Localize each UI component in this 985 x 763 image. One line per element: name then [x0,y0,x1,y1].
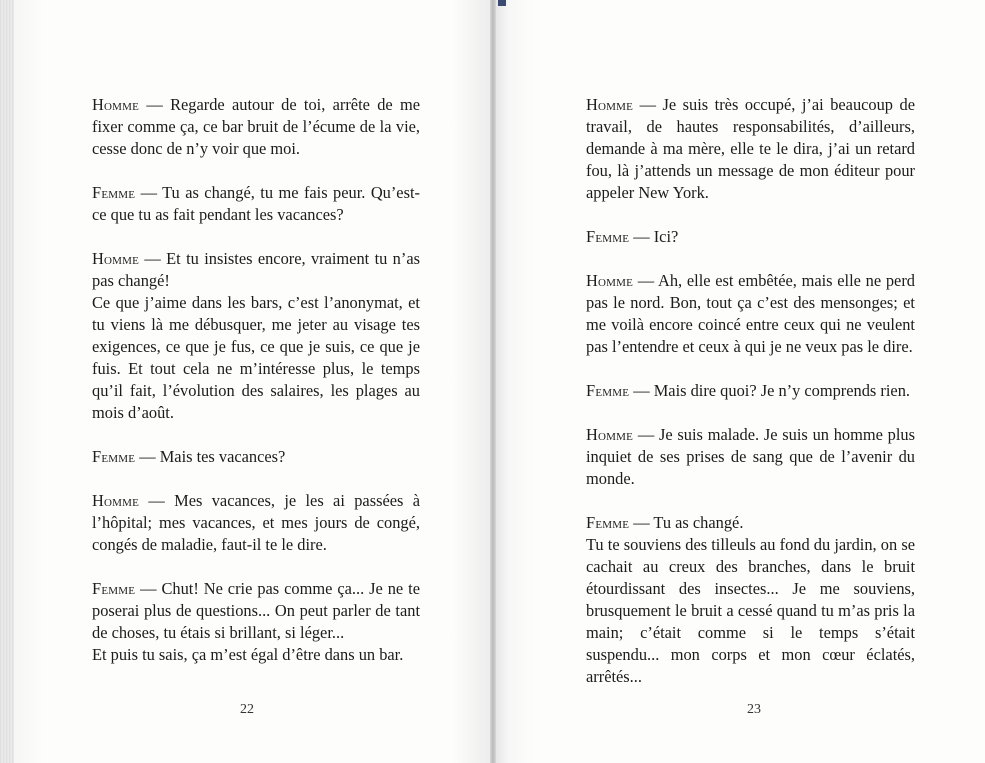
dialogue-paragraph [92,490,420,556]
speaker-name: Homme [92,95,140,114]
dialogue-text: — Je suis très occupé, j’ai beaucoup de travail, de hautes responsabilités, d’ailleurs, demande à ma mère, elle te le dira, j’ai un retard fou, là j’attends un message de mon éditeur pour appeler New York. [586,95,915,202]
dialogue-paragraph [92,94,420,160]
dialogue-text: — Je suis malade. Je suis un homme plus inquiet de ses prises de sang que de l’avenir du monde. [586,425,915,488]
left-page-text [92,94,420,688]
dialogue-entry [586,226,915,248]
dialogue-entry [92,248,420,424]
dialogue-text: — Regarde autour de toi, arrête de me fixer comme ça, ce bar bruit de l’écume de la vie, cesse donc de n’y voir que moi. [92,95,420,158]
dialogue-text: Ce que j’aime dans les bars, c’est l’anonymat, et tu viens là me débusquer, me jeter au visage tes exigences, ce que je fus, ce que je suis, ce que je fuis. Et tout cela ne m’intéresse plus, le temps qu’il fait, l’évolution des salaires, les plages au mois d’août. [92,293,420,422]
dialogue-entry [586,512,915,688]
dialogue-paragraph [586,226,915,248]
dialogue-paragraph [586,424,915,490]
speaker-name: Homme [586,95,634,114]
page-number-right: 23 [747,702,761,717]
dialogue-text: — Ah, elle est embêtée, mais elle ne perd pas le nord. Bon, tout ça c’est des mensonges; et me voilà encore coincé entre ceux qui ne veulent pas l’entendre et ceux à qui je ne veux pas le dire. [586,271,915,356]
dialogue-text: — Mes vacances, je les ai passées à l’hôpital; mes vacances, et mes jours de congé, congés de maladie, faut-il te le dire. [92,491,420,554]
dialogue-entry [586,270,915,358]
dialogue-text: — Mais tes vacances? [139,447,286,466]
speaker-name: Homme [586,271,634,290]
speaker-name: Femme [586,513,630,532]
dialogue-paragraph [92,644,420,666]
speaker-name: Femme [586,381,630,400]
book-gutter [490,0,496,763]
speaker-name: Homme [92,249,140,268]
dialogue-entry [586,380,915,402]
dialogue-paragraph [92,248,420,292]
dialogue-text: — Ici? [633,227,679,246]
dialogue-text: Tu te souviens des tilleuls au fond du jardin, on se cachait au creux des branches, dans le bruit étourdissant des insectes... Je me souviens, brusquement le bruit a cessé quand tu m’as pris la main; c’était comme si le temps s’était suspendu... mon corps et mon cœur éclatés, arrêtés... [586,535,915,686]
dialogue-text: — Tu as changé. [633,513,744,532]
speaker-name: Femme [92,579,136,598]
dialogue-paragraph [92,578,420,644]
dialogue-paragraph [92,292,420,424]
dialogue-text: — Mais dire quoi? Je n’y comprends rien. [633,381,910,400]
dialogue-paragraph [586,534,915,688]
speaker-name: Femme [92,183,136,202]
dialogue-entry [92,578,420,666]
dialogue-paragraph [586,270,915,358]
dialogue-entry [92,182,420,226]
dialogue-paragraph [586,512,915,534]
dialogue-paragraph [92,446,420,468]
dialogue-entry [586,424,915,490]
dialogue-text: — Tu as changé, tu me fais peur. Qu’est-ce que tu as fait pendant les vacances? [92,183,420,224]
dialogue-text: Et puis tu sais, ça m’est égal d’être dans un bar. [92,645,404,664]
dialogue-paragraph [92,182,420,226]
dialogue-entry [92,446,420,468]
speaker-name: Homme [586,425,634,444]
speaker-name: Homme [92,491,140,510]
page-stack-edge [0,0,14,763]
page-number-left: 22 [240,702,254,717]
dialogue-entry [92,94,420,160]
speaker-name: Femme [92,447,136,466]
bookmark-ribbon [498,0,506,6]
dialogue-text: — Chut! Ne crie pas comme ça... Je ne te poserai plus de questions... On peut parler de tant de choses, tu étais si brillant, si léger... [92,579,420,642]
speaker-name: Femme [586,227,630,246]
right-page-text [586,94,915,710]
dialogue-entry [586,94,915,204]
dialogue-paragraph [586,380,915,402]
dialogue-entry [92,490,420,556]
dialogue-text: — Et tu insistes encore, vraiment tu n’as pas changé! [92,249,420,290]
dialogue-paragraph [586,94,915,204]
